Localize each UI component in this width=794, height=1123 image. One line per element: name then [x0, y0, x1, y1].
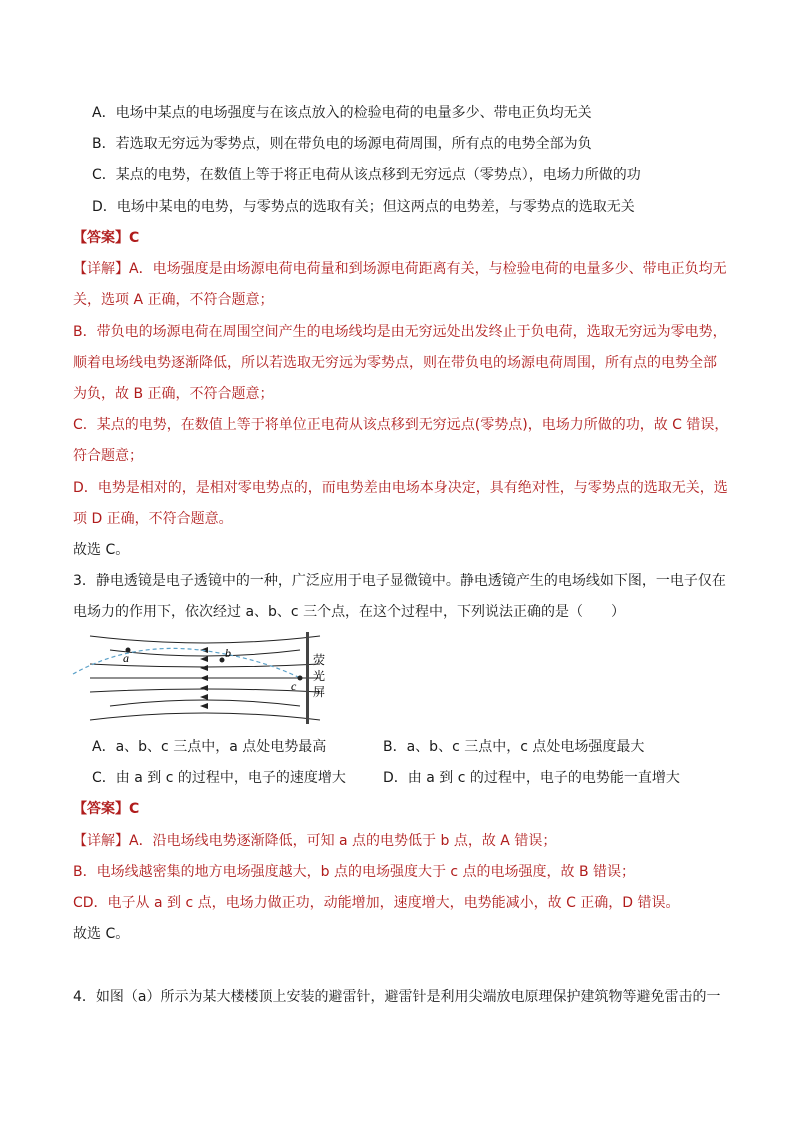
q3-option-d: D．由 a 到 c 的过程中，电子的电势能一直增大: [383, 770, 680, 786]
q2-option-a: A．电场中某点的电场强度与在该点放入的检验电荷的电量多少、带电正负均无关: [92, 105, 592, 121]
electron-trajectory: [73, 648, 300, 678]
q2-analysis-line: 为负，故 B 正确，不符合题意；: [73, 386, 274, 402]
label-c: c: [291, 679, 297, 693]
q2-analysis-line: 符合题意；: [73, 448, 143, 464]
q3-option-a: A．a、b、c 三点中，a 点处电势最高: [92, 739, 327, 755]
q3-analysis-line: B．电场线越密集的地方电场强度越大，b 点的电场强度大于 c 点的电场强度，故 B 错误；: [73, 864, 636, 880]
q2-analysis-line: C．某点的电势，在数值上等于将单位正电荷从该点移到无穷远点(零势点)，电场力所做的功，故 C 错误，: [73, 417, 729, 433]
label-b: b: [225, 646, 231, 660]
q3-analysis-line: CD．电子从 a 到 c 点，电场力做正功，动能增加，速度增大，电势能减小，故 C 正确，D 错误。: [73, 895, 680, 911]
q4-stem: 4．如图（a）所示为某大楼楼顶上安装的避雷针，避雷针是利用尖端放电原理保护建筑物等避免雷击的一: [73, 989, 721, 1005]
screen-label: 荧: [313, 653, 326, 667]
q2-answer: 【答案】C: [73, 230, 140, 246]
screen-label: 光: [313, 669, 326, 683]
q2-option-d: D．电场中某电的电势，与零势点的选取有关；但这两点的电势差，与零势点的选取无关: [92, 199, 635, 215]
arrow-head: [200, 675, 208, 681]
q2-analysis-line: 【详解】A．电场强度是由场源电荷电荷量和到场源电荷距离有关，与检验电荷的电量多少、带电正负均无: [73, 261, 727, 277]
field-line: [90, 636, 320, 643]
point-b: [220, 658, 225, 663]
q3-answer: 【答案】C: [73, 801, 140, 817]
electrostatic-lens-figure: [70, 628, 340, 728]
q3-conclusion: 故选 C。: [73, 926, 130, 942]
fluorescent-screen: [306, 632, 309, 724]
q3-option-b: B．a、b、c 三点中，c 点处电场强度最大: [383, 739, 645, 755]
q2-conclusion: 故选 C。: [73, 542, 130, 558]
q2-option-c: C．某点的电势，在数值上等于将正电荷从该点移到无穷远点（零势点），电场力所做的功: [92, 167, 641, 183]
q2-option-b: B．若选取无穷远为零势点，则在带负电的场源电荷周围，所有点的电势全部为负: [92, 136, 592, 152]
q2-analysis-line: B．带负电的场源电荷在周围空间产生的电场线均是由无穷远处出发终止于负电荷，选取无穷远为零电势，: [73, 324, 727, 340]
arrow-head: [200, 694, 208, 700]
arrow-head: [200, 685, 208, 691]
q2-analysis-line: 顺着电场线电势逐渐降低，所以若选取无穷远为零势点，则在带负电的场源电荷周围，所有点的电势全部: [73, 355, 717, 371]
q3-stem: 3．静电透镜是电子透镜中的一种，广泛应用于电子显微镜中。静电透镜产生的电场线如下图，一电子仅在: [73, 573, 726, 589]
q2-analysis-line: D．电势是相对的，是相对零电势点的，而电势差由电场本身决定，具有绝对性，与零势点的选取无关，选: [73, 480, 728, 496]
q3-option-c: C．由 a 到 c 的过程中，电子的速度增大: [92, 770, 346, 786]
q2-analysis-line: 关，选项 A 正确，不符合题意；: [73, 292, 274, 308]
label-a: a: [123, 651, 129, 665]
arrow-head: [200, 703, 208, 709]
q3-analysis-line: 【详解】A．沿电场线电势逐渐降低，可知 a 点的电势低于 b 点，故 A 错误；: [73, 833, 557, 849]
q2-analysis-line: 项 D 正确，不符合题意。: [73, 511, 233, 527]
field-line: [90, 713, 320, 720]
screen-label: 屏: [313, 685, 326, 699]
arrow-head: [200, 665, 208, 671]
point-c: [298, 676, 303, 681]
q3-stem: 电场力的作用下，依次经过 a、b、c 三个点，在这个过程中，下列说法正确的是（ ）: [73, 604, 626, 620]
arrow-head: [200, 656, 208, 662]
